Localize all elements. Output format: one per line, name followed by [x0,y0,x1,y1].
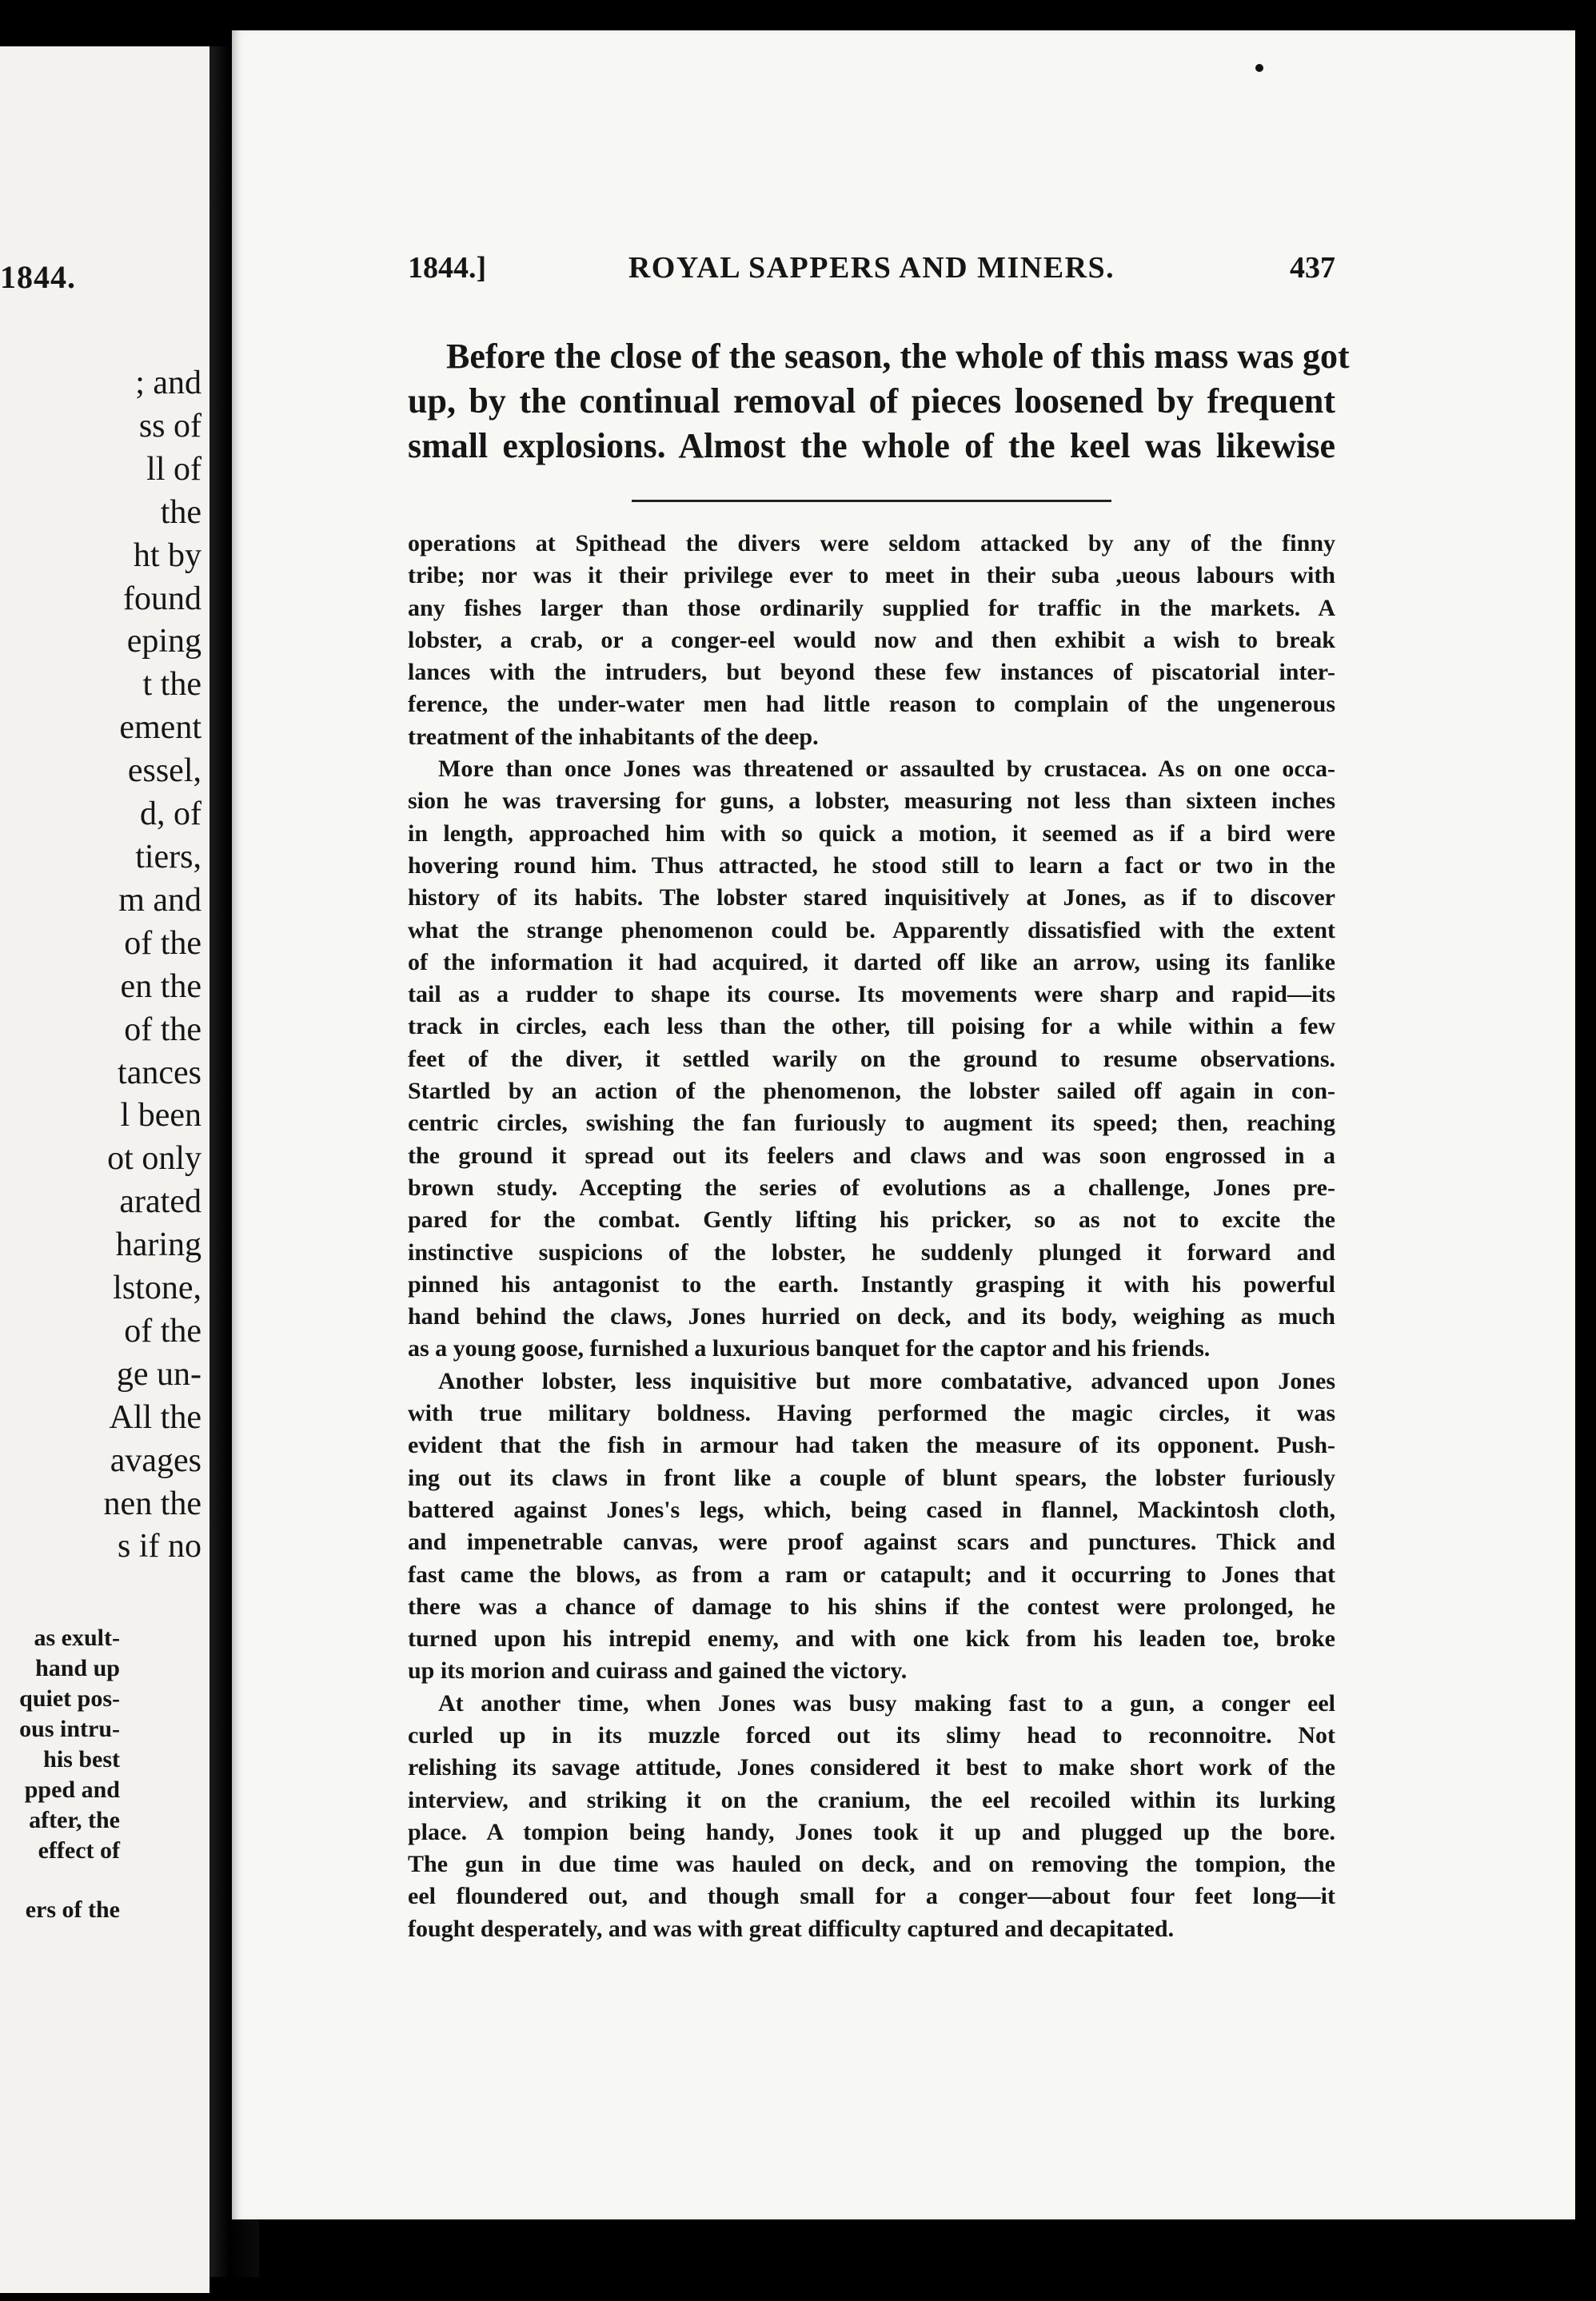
facing-page-main-text [2,362,201,1569]
footnote-line: what the strange phenomenon could be. Apparently dissatisfied with the extent [408,916,1335,943]
facing-page-line: en the [120,967,201,1005]
facing-page-line: ge un- [116,1355,201,1393]
facing-page-line: tiers, [135,838,201,875]
facing-page-footnote-line [0,1866,120,1895]
footnote-line: treatment of the inhabitants of the deep. [408,723,819,750]
facing-page-fragment [0,46,209,2293]
footnote-line: centric circles, swishing the fan furiously to augment its speed; then, reaching [408,1110,1335,1137]
footnote-line: fought desperately, and was with great difficulty captured and decapitated. [408,1915,1175,1942]
facing-page-line: m and [118,881,201,919]
footnote-line: tail as a rudder to shape its course. Its movements were sharp and rapid—its [408,981,1335,1008]
footnote-line: up its morion and cuirass and gained the victory. [408,1657,908,1685]
footnote-line: curled up in its muzzle forced out its slimy head to reconnoitre. Not [408,1721,1335,1749]
footnote-line: with true military boldness. Having performed the magic circles, it was [408,1400,1335,1427]
facing-page-line: t the [142,666,201,704]
facing-page-line: nen the [103,1485,201,1522]
footnote-line: and impenetrable canvas, were proof against scars and punctures. Thick and [408,1529,1335,1556]
footnote-line: interview, and striking it on the cranium, the eel recoiled within its lurking [408,1786,1335,1813]
footnote-separator-rule [632,500,1111,502]
running-head-year: 1844.] [408,251,487,285]
footnote-line: in length, approached him with so quick a motion, it seemed as if a bird were [408,820,1335,847]
facing-page-footnote-line: ers of the [25,1896,120,1923]
footnote-line: ing out its claws in front like a couple of blunt spears, the lobster furiously [408,1464,1335,1491]
facing-page-footnote-line: as exult- [34,1625,120,1651]
facing-page-line: arated [119,1183,201,1221]
facing-page-line: ht by [133,536,201,574]
facing-page-line: l been [120,1097,201,1135]
footnote-line: ference, the under-water men had little reason to complain of the ungenerous [408,691,1335,718]
facing-page-line: found [123,580,201,617]
facing-page-line: ement [119,709,201,747]
footnote-block [408,528,1335,1945]
footnote-line: operations at Spithead the divers were seldom attacked by any of the finny [408,530,1335,556]
footnote-line: history of its habits. The lobster stared inquisitively at Jones, as if to discover [408,884,1335,911]
facing-page-line: of the [124,1312,201,1350]
footnote-line: evident that the fish in armour had taken the measure of its opponent. Push- [408,1432,1335,1459]
footnote-line: brown study. Accepting the series of evolutions as a challenge, Jones pre- [408,1174,1335,1201]
footnote-line: place. A tompion being handy, Jones took it up and plugged up the bore. [408,1818,1335,1845]
main-text-line: small explosions. Almost the whole of the keel was likewise [408,426,1335,465]
facing-page-line: essel, [127,752,201,790]
facing-page-line: of the [124,924,201,962]
footnote-line: tribe; nor was it their privilege ever to meet in their suba ,ueous labours with [408,562,1335,589]
facing-page-line: ll of [146,450,201,488]
main-text-line: Before the close of the season, the whole of this mass was got [446,337,1350,376]
facing-page-line: eping [126,623,201,660]
facing-page-line: ; and [135,365,201,401]
facing-page-line: haring [115,1226,201,1264]
footnote-line: pinned his antagonist to the earth. Instantly grasping it with his powerful [408,1270,1335,1298]
footnote-line: the ground it spread out its feelers and claws and was soon engrossed in a [408,1142,1335,1169]
footnote-line: sion he was traversing for guns, a lobster, measuring not less than sixteen inches [408,788,1335,815]
footnote-line: The gun in due time was hauled on deck, and on removing the tompion, the [408,1851,1335,1878]
main-paragraph [408,334,1350,469]
book-page [232,30,1575,2219]
footnote-line: instinctive suspicions of the lobster, he suddenly plunged it forward and [408,1238,1335,1266]
footnote-line: relishing its savage attitude, Jones considered it best to make short work of the [408,1754,1335,1781]
footnote-line: fast came the blows, as from a ram or catapult; and it occurring to Jones that [408,1561,1335,1588]
footnote-line: feet of the diver, it settled warily on the ground to resume observations. [408,1045,1335,1072]
facing-page-footnote-line: hand up [35,1655,120,1681]
facing-page-line: tances [118,1054,201,1091]
facing-page-line: lstone, [113,1270,201,1307]
facing-page-line: of the [124,1011,201,1048]
running-head-title: ROYAL SAPPERS AND MINERS. [628,251,1115,285]
facing-page-footnote-line: ous intru- [19,1716,120,1742]
running-head [408,248,1335,288]
ink-speck [1255,64,1263,72]
footnote-line: pared for the combat. Gently lifting his pricker, so as not to excite the [408,1206,1335,1234]
footnote-line: More than once Jones was threatened or assaulted by crustacea. As on one occa- [438,756,1335,783]
footnote-line: hovering round him. Thus attracted, he stood still to learn a fact or two in the [408,851,1335,879]
footnote-line: lobster, a crab, or a conger-eel would now and then exhibit a wish to break [408,626,1335,653]
facing-page-footnote-text [0,1623,120,1925]
facing-page-line: the [160,493,201,531]
page-number: 437 [1290,251,1335,285]
footnote-line: battered against Jones's legs, which, being cased in flannel, Mackintosh cloth, [408,1496,1335,1523]
facing-page-footnote-line: quiet pos- [19,1685,120,1712]
footnote-line: of the information it had acquired, it darted off like an arrow, using its fanlike [408,948,1335,975]
facing-page-line: ss of [138,407,201,445]
footnote-line: hand behind the claws, Jones hurried on deck, and its body, weighing as much [408,1303,1335,1330]
facing-page-running-head: 1844. [0,259,76,295]
footnote-line: turned upon his intrepid enemy, and with one kick from his leaden toe, broke [408,1625,1335,1653]
facing-page-footnote-line: after, the [29,1807,120,1833]
facing-page-line: ot only [107,1140,201,1178]
footnote-line: eel floundered out, and though small for a conger—about four feet long—it [408,1883,1335,1910]
facing-page-line: d, of [140,796,201,833]
facing-page-line: avages [110,1442,201,1479]
footnote-line: Another lobster, less inquisitive but more combatative, advanced upon Jones [438,1367,1335,1394]
facing-page-footnote-line: pped and [24,1777,120,1803]
facing-page-footnote-line: his best [43,1746,120,1773]
footnote-line: as a young goose, furnished a luxurious banquet for the captor and his friends. [408,1335,1211,1362]
footnote-line: At another time, when Jones was busy making fast to a gun, a conger eel [438,1689,1335,1717]
footnote-line: Startled by an action of the phenomenon, the lobster sailed off again in con- [408,1078,1335,1105]
footnote-line: track in circles, each less than the other, till poising for a while within a few [408,1013,1335,1040]
footnote-line: lances with the intruders, but beyond these few instances of piscatorial inter- [408,659,1335,686]
facing-page-line: All the [109,1398,201,1436]
main-text-line: up, by the continual removal of pieces loosened by frequent [408,381,1335,421]
facing-page-line: s if no [118,1528,201,1565]
footnote-line: any fishes larger than those ordinarily supplied for traffic in the markets. A [408,594,1335,621]
footnote-line: there was a chance of damage to his shins if the contest were prolonged, he [408,1593,1335,1620]
facing-page-footnote-line: effect of [38,1837,120,1864]
